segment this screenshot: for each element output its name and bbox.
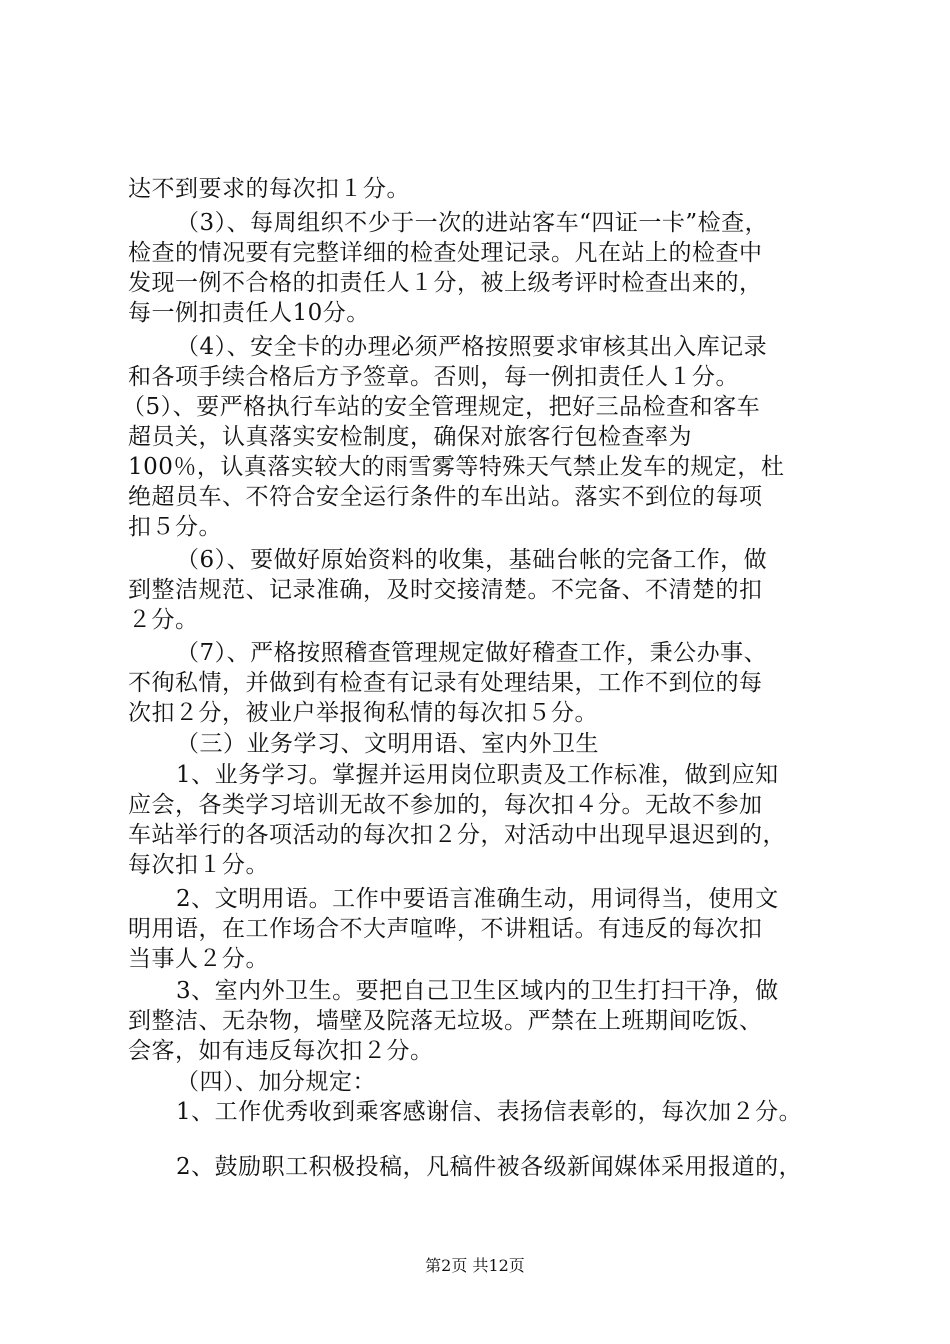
- text-line: 每次扣１分。: [128, 852, 269, 878]
- text-line: （6）、要做好原始资料的收集，基础台帐的完备工作，做: [176, 547, 768, 573]
- text-line: 绝超员车、不符合安全运行条件的车出站。落实不到位的每项: [128, 484, 763, 510]
- text-line: 到整洁规范、记录准确，及时交接清楚。不完备、不清楚的扣: [128, 577, 763, 603]
- text-line: （4）、安全卡的办理必须严格按照要求审核其出入库记录: [176, 334, 768, 360]
- text-line: 扣５分。: [128, 514, 222, 540]
- text-line: 1、工作优秀收到乘客感谢信、表扬信表彰的，每次加２分。: [176, 1099, 803, 1125]
- text-line: 2、文明用语。工作中要语言准确生动，用词得当，使用文: [176, 886, 779, 912]
- text-line: ２分。: [128, 607, 199, 633]
- page-number-footer: 第2页 共12页: [425, 1256, 525, 1275]
- text-line: 到整洁、无杂物，墙壁及院落无垃圾。严禁在上班期间吃饭、: [128, 1008, 763, 1034]
- text-line: 发现一例不合格的扣责任人１分，被上级考评时检查出来的，: [128, 270, 763, 296]
- text-line: 3、室内外卫生。要把自己卫生区域内的卫生打扫干净，做: [176, 978, 779, 1004]
- text-line: 超员关，认真落实安检制度，确保对旅客行包检查率为: [128, 424, 692, 450]
- text-line: 明用语，在工作场合不大声喧哗，不讲粗话。有违反的每次扣: [128, 916, 763, 942]
- text-line: 会客，如有违反每次扣２分。: [128, 1038, 434, 1064]
- text-line: 检查的情况要有完整详细的检查处理记录。凡在站上的检查中: [128, 240, 763, 266]
- text-line: 和各项手续合格后方予签章。否则，每一例扣责任人１分。: [128, 364, 739, 390]
- text-line: 车站举行的各项活动的每次扣２分，对活动中出现早退迟到的，: [128, 822, 786, 848]
- text-line: 达不到要求的每次扣１分。: [128, 176, 410, 202]
- text-line: 不徇私情，并做到有检查有记录有处理结果，工作不到位的每: [128, 670, 763, 696]
- section-heading: （四）、加分规定：: [176, 1069, 376, 1095]
- text-line: （5）、要严格执行车站的安全管理规定，把好三品检查和客车: [122, 394, 761, 420]
- text-line: 应会，各类学习培训无故不参加的，每次扣４分。无故不参加: [128, 792, 763, 818]
- text-line: （3）、每周组织不少于一次的进站客车“四证一卡”检查，: [176, 210, 769, 236]
- section-heading: （三）业务学习、文明用语、室内外卫生: [176, 731, 599, 757]
- text-line: 当事人２分。: [128, 946, 269, 972]
- text-line: 2、鼓励职工积极投稿，凡稿件被各级新闻媒体采用报道的，: [176, 1154, 803, 1180]
- text-line: （7）、严格按照稽查管理规定做好稽查工作，秉公办事、: [176, 640, 768, 666]
- text-line: 每一例扣责任人10分。: [128, 300, 370, 326]
- text-line: 次扣２分，被业户举报徇私情的每次扣５分。: [128, 700, 598, 726]
- text-line: 100％，认真落实较大的雨雪雾等特殊天气禁止发车的规定，杜: [128, 454, 785, 480]
- text-line: 1、业务学习。掌握并运用岗位职责及工作标准，做到应知: [176, 762, 779, 788]
